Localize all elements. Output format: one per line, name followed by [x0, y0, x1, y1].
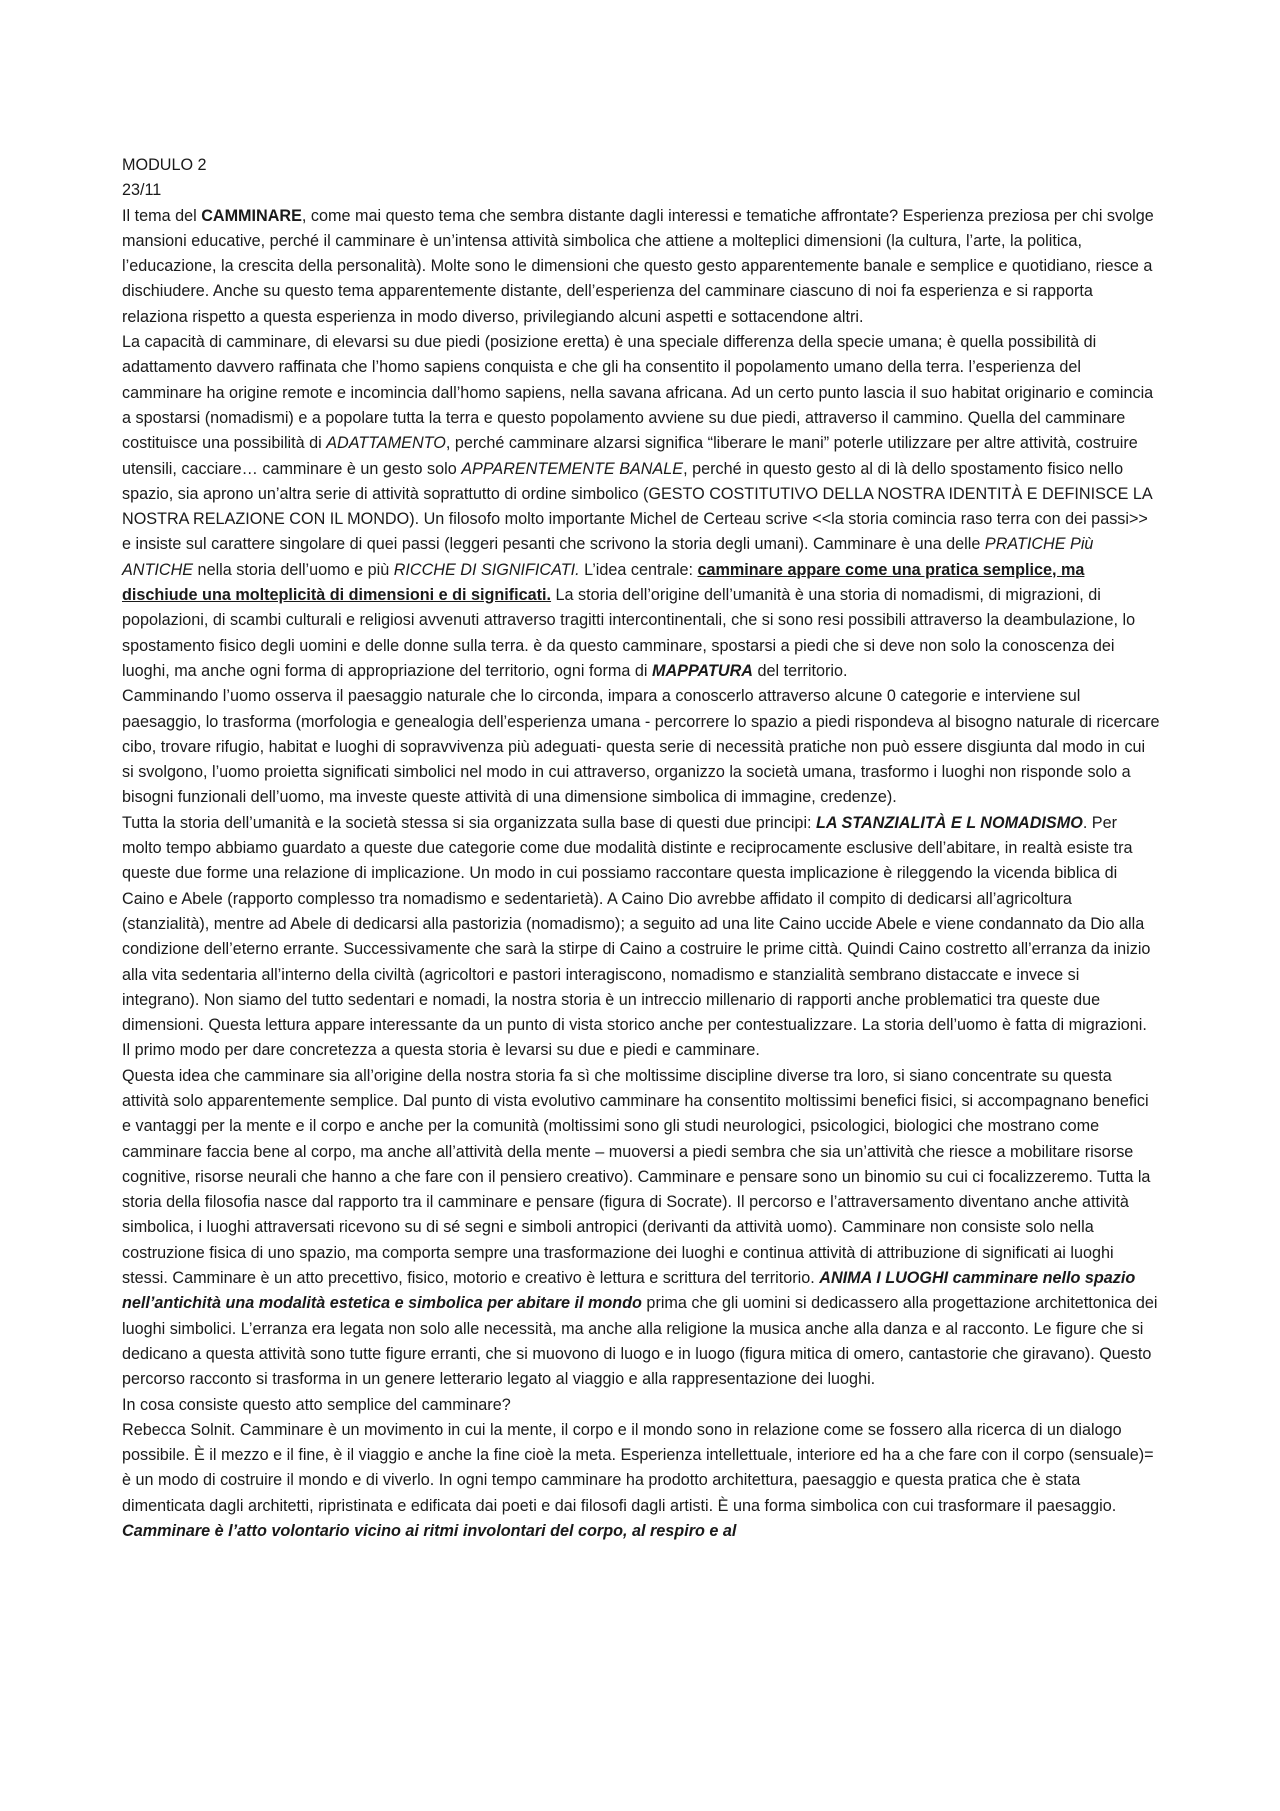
paragraph-question: In cosa consiste questo atto semplice del camminare?: [122, 1395, 511, 1414]
italic-term: PRATICHE Più ANTICHE: [122, 535, 1094, 579]
paragraph-disciplines: Questa idea che camminare sia all’origine della nostra storia fa sì che moltissime discipline diverse tra loro, si siano concentrate su questa attività solo apparentemente semplice. Dal punto di vista evolutivo camminare ha consentito moltissimi benefici fisici, si accompagnano benefici e vantaggi per la mente e il corpo e anche per la comunità (moltissimi sono gli studi neurologici, psicologici, biologici che mostrano come camminare faccia bene al corpo, ma anche all’attività della mente – muoversi a piedi sembra che sia un’attività che riesce a mobilitare risorse cognitive, risorse neurali che hanno a che fare con il pensiero creativo). Camminare e pensare sono un binomio su cui ci focalizzeremo. Tutta la storia della filosofia nasce dal rapporto tra il camminare e pensare (figura di Socrate). Il percorso e l’attraversamento diventano anche attività simbolica, i luoghi attraversati ricevono su di sé segni e simboli antropici (derivanti da attività uomo). Camminare non consiste solo nella costruzione fisica di uno spazio, ma comporta sempre una trasformazione dei luoghi e continua attività di attribuzione di significati ai luoghi stessi. Camminare è un atto precettivo, fisico, motorio e creativo è lettura e scrittura del territorio. ANIMA I LUOGHI camminare nello spazio nell’antichità una modalità estetica e simbolica per abitare il mondo prima che gli uomini si dedicassero alla progettazione architettonica dei luoghi simbolici. L’erranza era legata non solo alle necessità, ma anche alla religione la musica anche alla danza e al racconto. Le figure che si dedicano a questa attività sono tutte figure erranti, che si muovono di luogo e in luogo (figura mitica di omero, cantastorie che giravano). Questo percorso racconto si trasforma in un genere letterario legato al viaggio e alla rappresentazione dei luoghi.: [122, 1066, 1158, 1389]
paragraph-solnit: Rebecca Solnit. Camminare è un movimento in cui la mente, il corpo e il mondo sono in relazione come se fossero alla ricerca di un dialogo possibile. È il mezzo e il fine, è il viaggio e anche la fine cioè la meta. Esperienza intellettuale, interiore ed ha a che fare con il corpo (sensuale)= è un modo di costruire il mondo e di viverlo. In ogni tempo camminare ha prodotto architettura, paesaggio e questa pratica che è stata dimenticata dagli architetti, ripristinata e edificata dai poeti e dai filosofi dagli artisti. È una forma simbolica con cui trasformare il paesaggio. Camminare è l’atto volontario vicino ai ritmi involontari del corpo, al respiro e al: [122, 1420, 1154, 1541]
paragraph-walking-capacity: La capacità di camminare, di elevarsi su due piedi (posizione eretta) è una speciale differenza della specie umana; è quella possibilità di adattamento davvero raffinata che l’homo sapiens conquista e che gli ha consentito il popolamento umano della terra. l’esperienza del camminare ha origine remote e incomincia dall’homo sapiens, nella savana africana. Ad un certo punto lascia il suo habitat originario e comincia a spostarsi (nomadismi) e a popolare tutta la terra e questo popolamento avviene su due piedi, attraverso il cammino. Quella del camminare costituisce una possibilità di ADATTAMENTO, perché camminare alzarsi significa “liberare le mani” poterle utilizzare per altre attività, costruire utensili, cacciare… camminare è un gesto solo APPARENTEMENTE BANALE, perché in questo gesto al di là dello spostamento fisico nello spazio, sia aprono un’altra serie di attività soprattutto di ordine simbolico (GESTO COSTITUTIVO DELLA NOSTRA IDENTITÀ E DEFINISCE LA NOSTRA RELAZIONE CON IL MONDO). Un filosofo molto importante Michel de Certeau scrive <<la storia comincia raso terra con dei passi>> e insiste sul carattere singolare di quei passi (leggeri pesanti che scrivono la storia degli umani). Camminare è una delle PRATICHE Più ANTICHE nella storia dell’uomo e più RICCHE DI SIGNIFICATI. L’idea centrale: camminare appare come una pratica semplice, ma dischiude una molteplicità di dimensioni e di significati. La storia dell’origine dell’umanità è una storia di nomadismi, di migrazioni, di popolazioni, di scambi culturali e religiosi avvenuti attraverso tragitti intercontinentali, che si sono resi possibili attraverso la deambulazione, lo spostamento fisico degli uomini e delle donne sulla terra. è da questo camminare, spostarsi a piedi che si deve non solo la conoscenza dei luoghi, ma anche ogni forma di appropriazione del territorio, ogni forma di MAPPATURA del territorio.: [122, 333, 1154, 680]
italic-bold-term: MAPPATURA: [651, 661, 753, 680]
paragraph-first-mode: Il primo modo per dare concretezza a questa storia è levarsi su due e piedi e camminare.: [122, 1041, 760, 1060]
paragraph-stanzialita: Tutta la storia dell’umanità e la società stessa si sia organizzata sulla base di questi due principi: LA STANZIALITÀ E L NOMADISMO. Per molto tempo abbiamo guardato a queste due categorie come due modalità distinte e reciprocamente esclusive dell’abitare, in realtà esiste tra queste due forme una relazione di implicazione. Un modo in cui possiamo raccontare questa implicazione è rileggendo la vicenda biblica di Caino e Abele (rapporto complesso tra nomadismo e sedentarietà). A Caino Dio avrebbe affidato il compito di dedicarsi all’agricoltura (stanzialità), mentre ad Abele di dedicarsi alla pastorizia (nomadismo); a seguito ad una lite Caino uccide Abele e viene condannato da Dio alla condizione dell’eterno errante. Successivamente che sarà la stirpe di Caino a costruire le prime città. Quindi Caino costretto all’erranza da inizio alla vita sedentaria all’interno della civiltà (agricoltori e pastori interagiscono, nomadismo e stanzialità sembrano distaccate e invece si integrano). Non siamo del tutto sedentari e nomadi, la nostra storia è un intreccio millenario di rapporti anche problematici tra queste due dimensioni. Questa lettura appare interessante da un punto di vista storico anche per contestualizzare. La storia dell’uomo è fatta di migrazioni.: [122, 813, 1151, 1035]
italic-bold-term: Camminare è l’atto volontario vicino ai ritmi involontari del corpo, al respiro e al: [122, 1522, 737, 1541]
italic-term: APPARENTEMENTE BANALE: [461, 459, 684, 478]
italic-bold-term: LA STANZIALITÀ E L NOMADISMO: [816, 813, 1083, 832]
paragraph-intro: Il tema del CAMMINARE, come mai questo tema che sembra distante dagli interessi e tematiche affrontate? Esperienza preziosa per chi svolge mansioni educative, perché il camminare è un’intensa attività simbolica che attiene a molteplici dimensioni (la cultura, l’arte, la politica, l’educazione, la crescita della personalità). Molte sono le dimensioni che questo gesto apparentemente banale e semplice e quotidiano, riesce a dischiudere. Anche su questo tema apparentemente distante, dell’esperienza del camminare ciascuno di noi fa esperienza e si rapporta relaziona rispetto a questa esperienza in modo diverso, privilegiando alcuni aspetti e sottacendone altri.: [122, 206, 1154, 326]
italic-bold-term: ANIMA I LUOGHI camminare nello spazio nell’antichità una modalità estetica e simbolica per abitare il mondo: [122, 1269, 1136, 1313]
module-heading: MODULO 2: [122, 156, 207, 174]
italic-term: ADATTAMENTO: [326, 434, 446, 453]
bold-term: CAMMINARE: [201, 206, 302, 225]
italic-term: RICCHE DI SIGNIFICATI.: [393, 560, 580, 579]
lesson-date: 23/11: [122, 181, 162, 200]
central-idea: camminare appare come una pratica semplice, ma dischiude una molteplicità di dimensioni e di significati.: [122, 560, 1085, 605]
document-page: [122, 153, 1160, 1544]
paragraph-landscape: Camminando l’uomo osserva il paesaggio naturale che lo circonda, impara a conoscerlo attraverso alcune 0 categorie e interviene sul paesaggio, lo trasforma (morfologia e genealogia dell’esperienza umana - percorrere lo spazio a piedi rispondeva al bisogno naturale di ricercare cibo, trovare rifugio, habitat e luoghi di sopravvivenza più adeguati- questa serie di necessità pratiche non può essere disgiunta dal modo in cui si svolgono, l’uomo proietta significati simbolici nel modo in cui attraverso, organizzo la società umana, trasformo i luoghi non risponde solo a bisogni funzionali dell’uomo, ma investe queste attività di una dimensione simbolica di immagine, credenze).: [122, 687, 1160, 807]
